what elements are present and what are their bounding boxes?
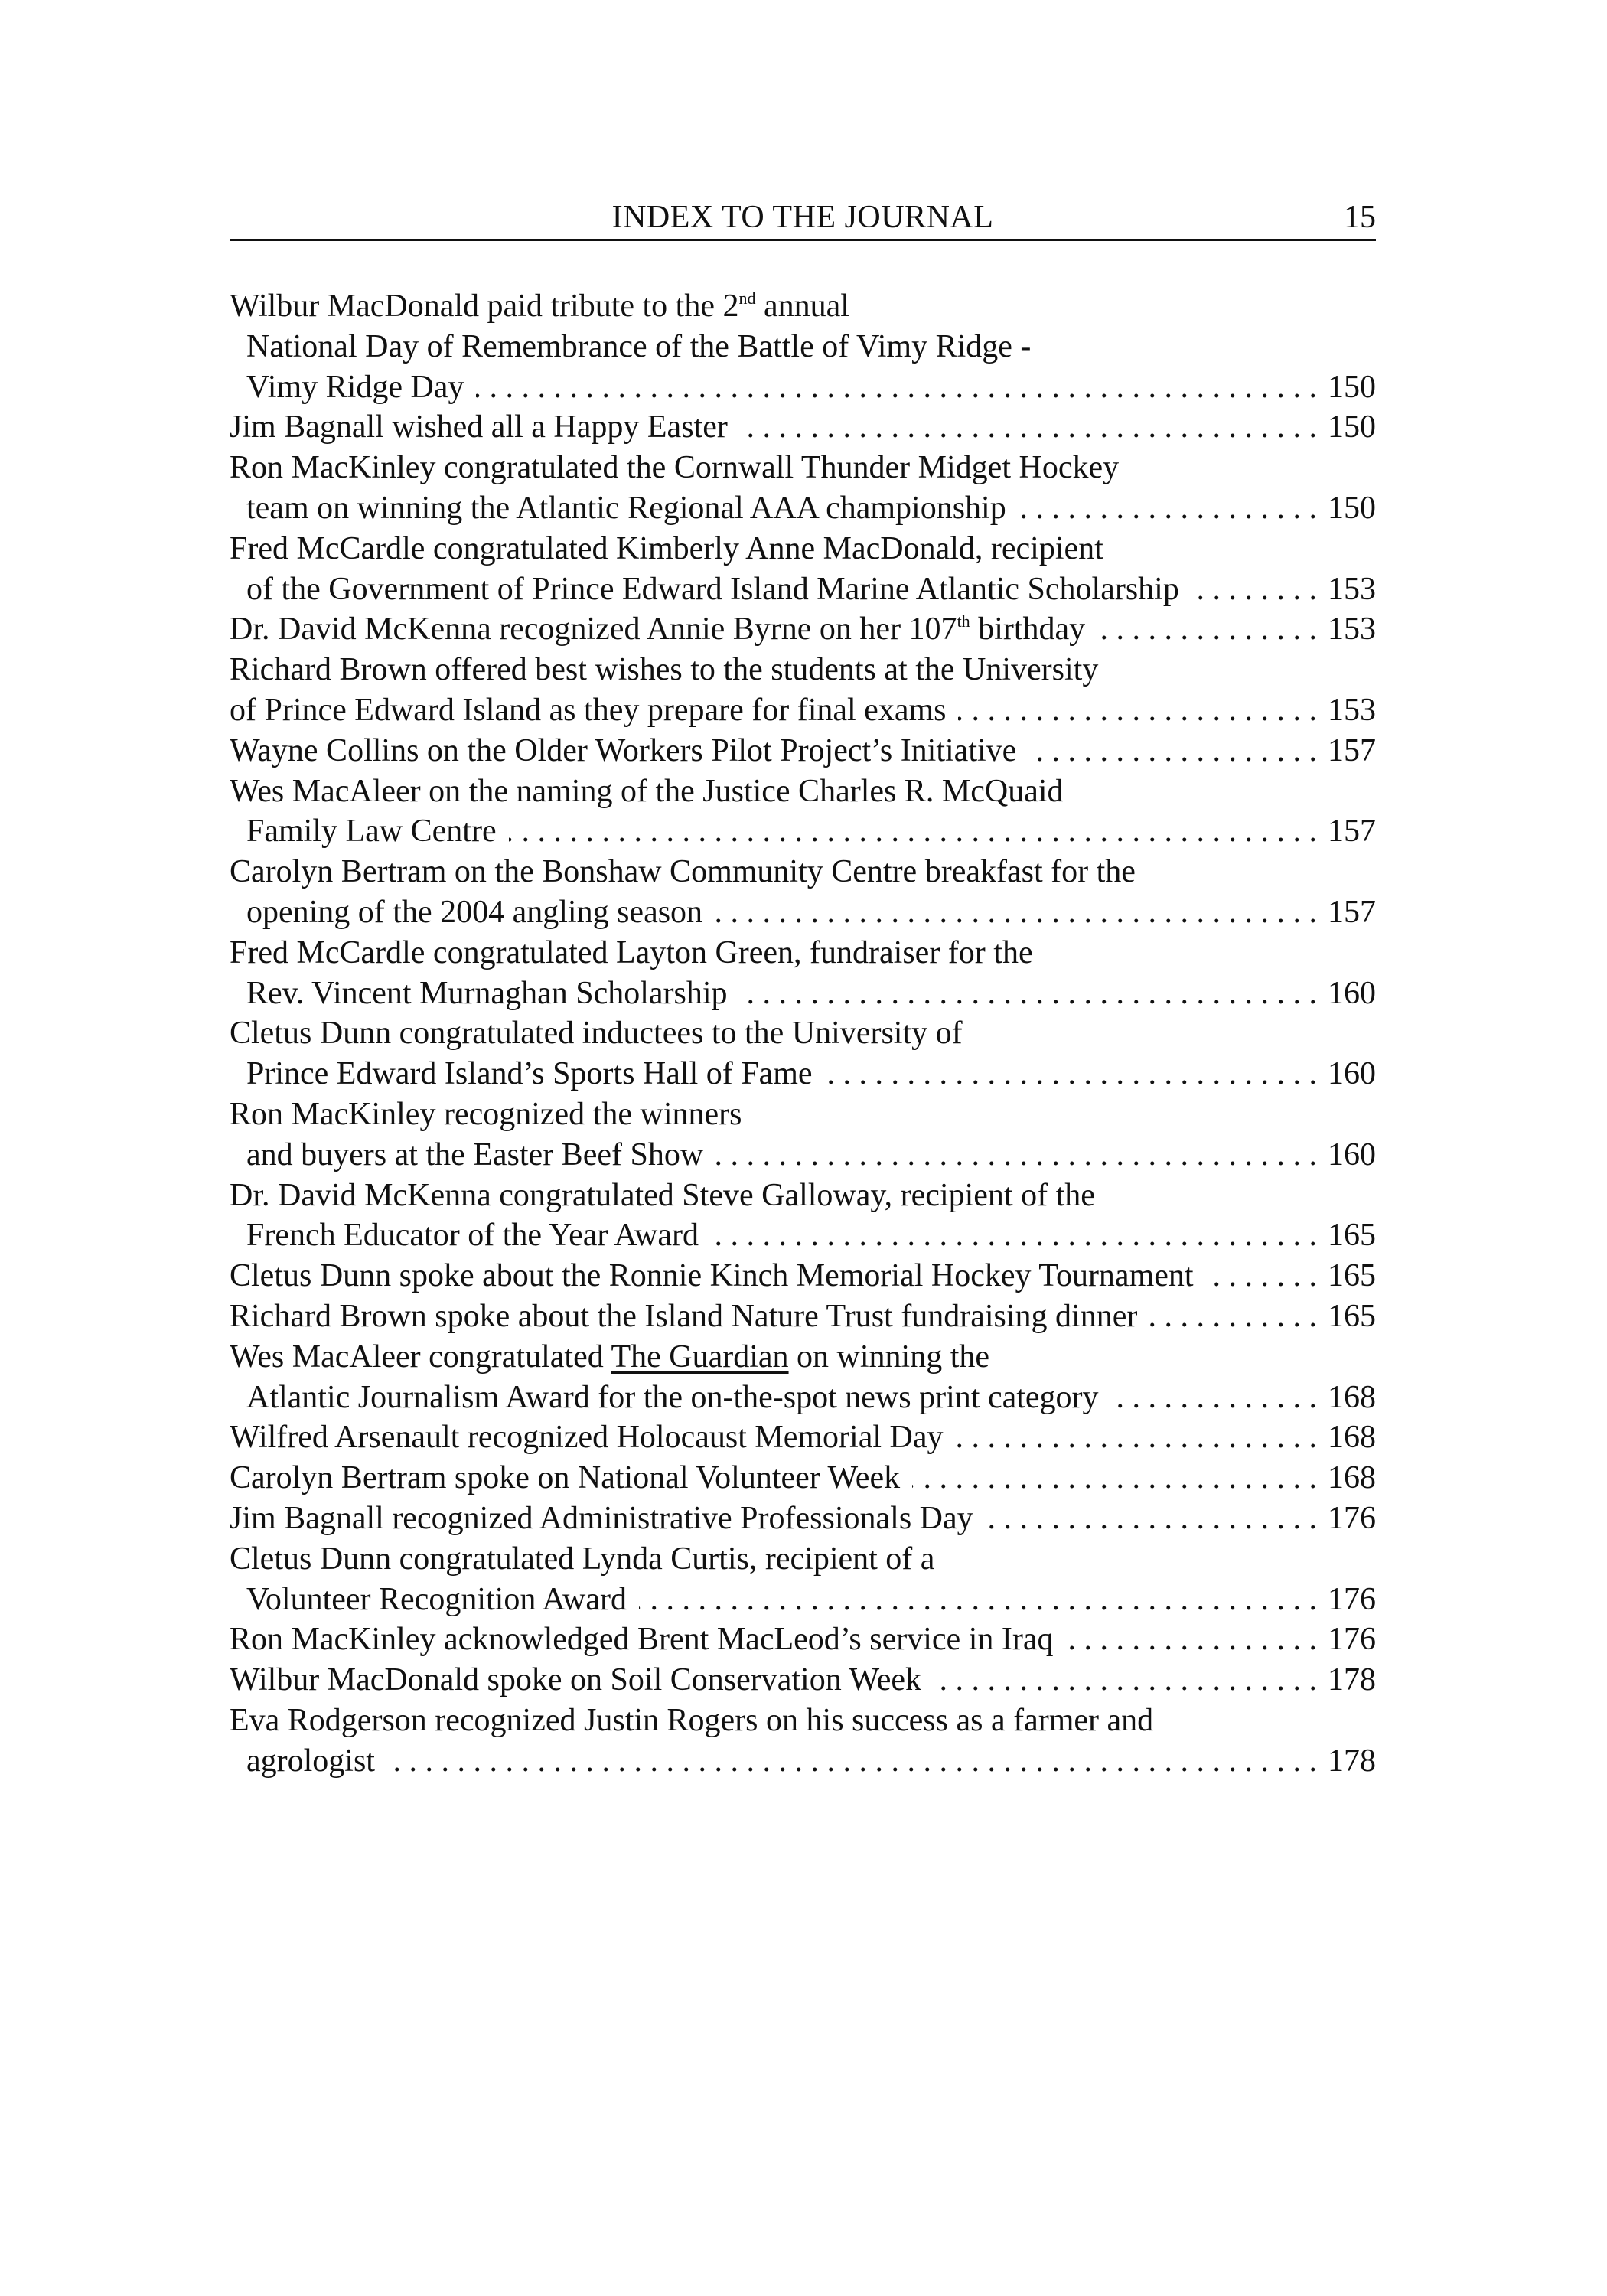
index-entry-last-line (230, 1296, 1376, 1337)
text-segment: Volunteer Recognition Award (246, 1581, 627, 1617)
page-reference: 160 (1328, 975, 1376, 1011)
dot-leader (1065, 1619, 1317, 1660)
index-entry (230, 1619, 1376, 1660)
entry-text (230, 1097, 742, 1132)
text-segment: Cletus Dunn spoke about the Ronnie Kinch Memorial Hockey Tournament (230, 1258, 1194, 1294)
entry-text (246, 1580, 627, 1620)
index-entry (230, 650, 1376, 731)
page-reference: 160 (1328, 1056, 1376, 1092)
page-reference: 168 (1328, 1460, 1376, 1496)
index-entry-line (230, 1539, 1376, 1580)
index-entry (230, 1458, 1376, 1499)
text-segment: Wes MacAleer congratulated (230, 1339, 611, 1375)
dot-leader (956, 1417, 1318, 1458)
header-page-number: 15 (1344, 200, 1376, 235)
dot-leader (1028, 731, 1317, 771)
text-segment: Dr. David McKenna congratulated Steve Galloway, recipient of the (230, 1177, 1095, 1213)
text-segment: Family Law Centre (246, 814, 497, 850)
dot-leader (912, 1458, 1317, 1499)
page-reference: 150 (1328, 490, 1376, 526)
index-entry-line (230, 852, 1376, 892)
page-reference: 157 (1328, 894, 1376, 930)
text-segment: opening of the 2004 angling season (246, 894, 703, 930)
entry-text (230, 407, 728, 448)
index-entry-last-line (230, 569, 1376, 610)
index-entry-line (230, 1337, 1376, 1378)
text-segment: Ron MacKinley congratulated the Cornwall Thunder Midget Hockey (230, 450, 1120, 486)
index-entry-last-line (230, 974, 1376, 1014)
dot-leader (509, 811, 1317, 852)
page-reference: 178 (1328, 1743, 1376, 1779)
index-entry (230, 1539, 1376, 1620)
index-entry-last-line (230, 1458, 1376, 1499)
text-segment: Fred McCardle congratulated Layton Green, fundraiser for the (230, 934, 1033, 970)
text-segment: Carolyn Bertram on the Bonshaw Community Centre breakfast for the (230, 854, 1136, 890)
index-entry-last-line (230, 1054, 1376, 1094)
index-entry (230, 1094, 1376, 1176)
text-segment: French Educator of the Year Award (246, 1218, 699, 1254)
text-segment: Wilfred Arsenault recognized Holocaust Memorial Day (230, 1420, 944, 1456)
index-entry-last-line (230, 1660, 1376, 1701)
dot-leader (711, 1215, 1317, 1256)
ordinal-superscript: nd (738, 289, 756, 308)
entry-text (246, 1135, 703, 1176)
text-segment: of Prince Edward Island as they prepare for final exams (230, 692, 947, 728)
text-segment: Richard Brown offered best wishes to the students at the University (230, 652, 1099, 688)
text-segment: Cletus Dunn congratulated Lynda Curtis, recipient of a (230, 1541, 935, 1577)
page-reference: 150 (1328, 409, 1376, 445)
index-entry-last-line (230, 407, 1376, 448)
entry-text (246, 974, 728, 1014)
page-reference: 153 (1328, 692, 1376, 728)
text-segment: annual (755, 289, 849, 324)
text-segment: Jim Bagnall recognized Administrative Professionals Day (230, 1500, 973, 1536)
entry-text (230, 1256, 1194, 1296)
entry-text (230, 1703, 1153, 1738)
index-entry-last-line (230, 731, 1376, 771)
text-segment: Jim Bagnall wished all a Happy Easter (230, 409, 728, 445)
text-segment: Prince Edward Island’s Sports Hall of Fame (246, 1056, 813, 1092)
dot-leader (1097, 609, 1317, 650)
page-reference: 165 (1328, 1298, 1376, 1334)
entry-text (246, 1741, 375, 1782)
entry-text (230, 450, 1119, 485)
index-entry-last-line (230, 1256, 1376, 1296)
text-segment: Cletus Dunn congratulated inductees to the University of (230, 1016, 963, 1052)
page-reference: 165 (1328, 1218, 1376, 1254)
index-entry (230, 1660, 1376, 1701)
entry-text (230, 731, 1016, 771)
text-segment: Wayne Collins on the Older Workers Pilot Project’s Initiative (230, 732, 1017, 768)
index-entry (230, 1256, 1376, 1296)
text-segment: Richard Brown spoke about the Island Nature Trust fundraising dinner (230, 1298, 1138, 1334)
index-entry-line (230, 286, 1376, 327)
index-entry-last-line (230, 609, 1376, 650)
index-entry (230, 1499, 1376, 1539)
entry-text (246, 1054, 813, 1094)
index-entry-last-line (230, 1741, 1376, 1782)
index-entry-line (230, 1094, 1376, 1135)
index-entry (230, 1013, 1376, 1094)
entry-text (230, 531, 1103, 566)
index-entry (230, 1337, 1376, 1418)
page-reference: 157 (1328, 732, 1376, 768)
dot-leader (740, 407, 1317, 448)
running-header (230, 196, 1376, 241)
index-entry (230, 852, 1376, 933)
index-entry (230, 529, 1376, 610)
dot-leader (639, 1580, 1317, 1620)
entry-text (246, 1215, 699, 1256)
entry-text (230, 1499, 973, 1539)
page-reference: 165 (1328, 1258, 1376, 1294)
text-segment: Eva Rodgerson recognized Justin Rogers on his success as a farmer and (230, 1702, 1154, 1738)
entry-text (230, 774, 1064, 809)
page-reference: 153 (1328, 612, 1376, 647)
text-segment: Fred McCardle congratulated Kimberly Anne MacDonald, recipient (230, 530, 1103, 566)
text-segment: Wilbur MacDonald spoke on Soil Conservation Week (230, 1662, 922, 1698)
text-segment: birthday (970, 612, 1086, 647)
dot-leader (476, 367, 1317, 408)
dot-leader (825, 1054, 1317, 1094)
dot-leader (1111, 1378, 1317, 1418)
text-segment: team on winning the Atlantic Regional AAA championship (246, 490, 1006, 526)
entry-text (230, 1458, 900, 1499)
index-entry-last-line (230, 1215, 1376, 1256)
entry-text (230, 609, 1085, 650)
entry-text (230, 1016, 963, 1051)
text-segment: National Day of Remembrance of the Battle of Vimy Ridge - (246, 328, 1032, 364)
entry-text (230, 1660, 921, 1701)
dot-leader (715, 892, 1317, 933)
page-reference: 168 (1328, 1379, 1376, 1415)
page-reference: 176 (1328, 1581, 1376, 1617)
text-segment: and buyers at the Easter Beef Show (246, 1137, 704, 1172)
page-reference: 176 (1328, 1500, 1376, 1536)
dot-leader (1191, 569, 1317, 610)
ordinal-superscript: th (957, 612, 970, 631)
index-entry (230, 1701, 1376, 1782)
dot-leader (958, 690, 1317, 731)
entry-text (246, 1378, 1099, 1418)
dot-leader (934, 1660, 1317, 1701)
text-segment: Ron MacKinley recognized the winners (230, 1096, 742, 1132)
index-entry (230, 1176, 1376, 1257)
page-reference: 160 (1328, 1137, 1376, 1172)
dot-leader (1206, 1256, 1317, 1296)
page-reference: 178 (1328, 1662, 1376, 1698)
entry-text (230, 1417, 944, 1458)
entry-text (230, 652, 1098, 687)
index-entry (230, 1417, 1376, 1458)
dot-leader (1019, 488, 1317, 529)
index-entry-line (230, 529, 1376, 569)
dot-leader (986, 1499, 1317, 1539)
index-entry-last-line (230, 1499, 1376, 1539)
index-entry (230, 731, 1376, 771)
index-entry-line (230, 650, 1376, 690)
text-segment: of the Government of Prince Edward Island Marine Atlantic Scholarship (246, 571, 1179, 607)
page-reference: 176 (1328, 1622, 1376, 1658)
index-entry-line (230, 1176, 1376, 1216)
text-segment: agrologist (246, 1743, 375, 1779)
text-segment: Wilbur MacDonald paid tribute to the 2 (230, 289, 739, 324)
index-entry-last-line (230, 1619, 1376, 1660)
dot-leader (1149, 1296, 1317, 1337)
entry-text (246, 488, 1006, 529)
index-entry (230, 1296, 1376, 1337)
index-entry-line (230, 771, 1376, 812)
entry-text (230, 1619, 1053, 1660)
dot-leader (715, 1135, 1317, 1176)
text-segment: Vimy Ridge Day (246, 369, 464, 405)
dot-leader (387, 1741, 1317, 1782)
entry-text (230, 690, 946, 731)
index-entries-list (230, 286, 1376, 1781)
text-segment: Rev. Vincent Murnaghan Scholarship (246, 975, 728, 1011)
index-entry (230, 771, 1376, 853)
underlined-title: The Guardian (611, 1339, 789, 1375)
entry-text (246, 367, 464, 408)
index-entry-line (230, 1013, 1376, 1054)
index-entry-line (230, 933, 1376, 974)
header-title: INDEX TO THE JOURNAL (611, 200, 994, 235)
index-entry-last-line (230, 1580, 1376, 1620)
entry-text (230, 854, 1136, 889)
index-entry (230, 407, 1376, 448)
entry-text (230, 1296, 1137, 1337)
index-entry (230, 609, 1376, 650)
index-entry-last-line (230, 892, 1376, 933)
entry-text (230, 1541, 934, 1577)
index-entry-line (230, 1701, 1376, 1741)
index-entry-last-line (230, 488, 1376, 529)
index-entry-last-line (230, 1417, 1376, 1458)
index-entry (230, 448, 1376, 529)
text-segment: Atlantic Journalism Award for the on-the-spot news print category (246, 1379, 1099, 1415)
page-reference: 157 (1328, 814, 1376, 850)
index-entry (230, 286, 1376, 407)
index-entry-last-line (230, 811, 1376, 852)
text-segment: Ron MacKinley acknowledged Brent MacLeod’s service in Iraq (230, 1622, 1054, 1658)
entry-text (246, 569, 1179, 610)
dot-leader (740, 974, 1317, 1014)
index-entry-line (230, 327, 1376, 367)
page-reference: 168 (1328, 1420, 1376, 1456)
entry-text (246, 811, 497, 852)
entry-text (230, 289, 849, 324)
entry-text (246, 329, 1031, 364)
entry-text (230, 935, 1033, 970)
text-segment: on winning the (788, 1339, 990, 1375)
entry-text (246, 892, 702, 933)
index-entry-last-line (230, 1378, 1376, 1418)
text-segment: Carolyn Bertram spoke on National Volunteer Week (230, 1460, 901, 1496)
text-segment: Wes MacAleer on the naming of the Justice Charles R. McQuaid (230, 773, 1064, 809)
page-reference: 150 (1328, 369, 1376, 405)
entry-text (230, 1339, 989, 1375)
index-entry-last-line (230, 690, 1376, 731)
index-entry-line (230, 448, 1376, 488)
text-segment: Dr. David McKenna recognized Annie Byrne on her 107 (230, 612, 957, 647)
page-reference: 153 (1328, 571, 1376, 607)
entry-text (230, 1178, 1095, 1213)
index-entry (230, 933, 1376, 1014)
index-entry-last-line (230, 1135, 1376, 1176)
index-entry-last-line (230, 367, 1376, 408)
